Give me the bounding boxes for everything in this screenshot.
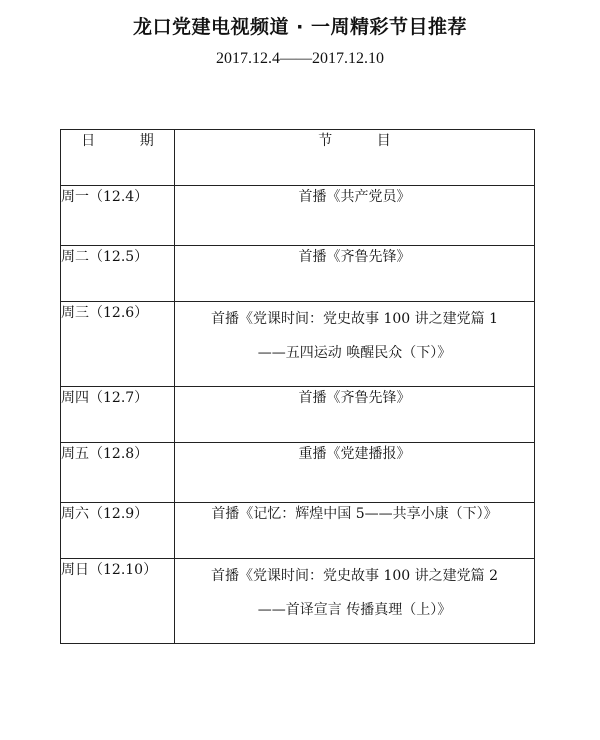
program-line: 首播《党课时间：党史故事 100 讲之建党篇 2	[211, 568, 498, 584]
table-row	[61, 503, 535, 559]
table-row	[61, 387, 535, 443]
row-date: 周六（12.9）	[61, 503, 175, 559]
table-row	[61, 559, 535, 644]
table-row	[61, 186, 535, 246]
row-date: 周日（12.10）	[61, 559, 175, 644]
date-range: 2017.12.4——2017.12.10	[216, 50, 384, 67]
column-header-date: 日 期	[61, 130, 175, 186]
row-program	[175, 302, 535, 387]
program-line: 首播《共产党员》	[298, 189, 411, 205]
row-program	[175, 503, 535, 559]
row-program	[175, 246, 535, 302]
program-line: ——五四运动 唤醒民众（下）》	[257, 345, 452, 361]
program-schedule-table	[60, 129, 535, 644]
table-row	[61, 302, 535, 387]
program-line: 首播《齐鲁先锋》	[298, 390, 411, 406]
program-line: 首播《记忆：辉煌中国 5——共享小康（下）》	[211, 506, 498, 522]
table-row	[61, 246, 535, 302]
program-line: 重播《党建播报》	[298, 446, 411, 462]
row-date: 周二（12.5）	[61, 246, 175, 302]
row-program	[175, 186, 535, 246]
row-date: 周五（12.8）	[61, 443, 175, 503]
row-program	[175, 387, 535, 443]
page-title: 龙口党建电视频道 · 一周精彩节目推荐	[133, 16, 467, 38]
program-line: ——首译宣言 传播真理（上）》	[257, 602, 452, 618]
table-row	[61, 443, 535, 503]
row-date: 周四（12.7）	[61, 387, 175, 443]
row-date: 周三（12.6）	[61, 302, 175, 387]
program-line: 首播《齐鲁先锋》	[298, 249, 411, 265]
row-program	[175, 559, 535, 644]
row-date: 周一（12.4）	[61, 186, 175, 246]
program-line: 首播《党课时间：党史故事 100 讲之建党篇 1	[211, 311, 498, 327]
column-header-program: 节 目	[175, 130, 535, 186]
row-program	[175, 443, 535, 503]
table-header-row	[61, 130, 535, 186]
